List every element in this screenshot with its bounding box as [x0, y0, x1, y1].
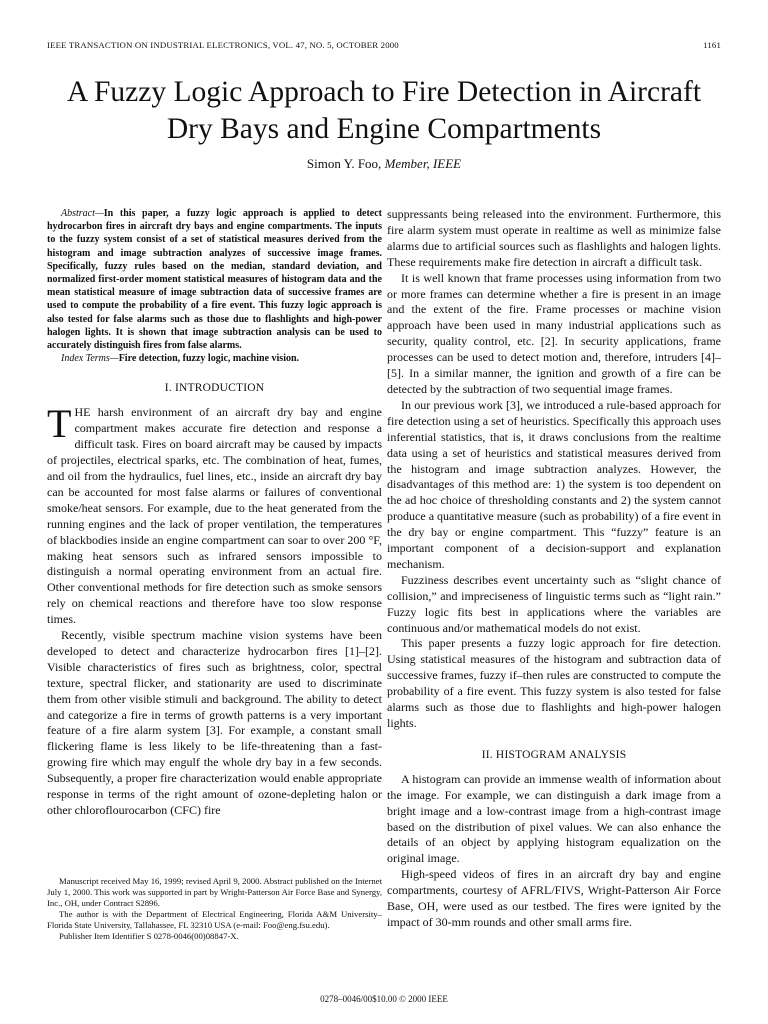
- histogram-paragraph-1: A histogram can provide an immense wealth of information about the image. For example, we can distinguish a dark image from a bright image and a low-contrast image from a high-contrast image based on the distribution of pixel values. We can also enhance the details of an object by applying histogram equalization on the original image.: [387, 771, 721, 866]
- running-header: [47, 40, 721, 50]
- intro-paragraph-2: Recently, visible spectrum machine vision systems have been developed to detect and characterize hydrocarbon fires [1]–[2]. Visible characteristics of fires such as brightness, color, spectral texture, spectral flicker, and stationarity are used to discriminate them from other visible stimuli and background. The ability to detect and categorize a fire in terms of growth patterns is a very important feature of a fire alarm system [3]. For example, a constant small flickering flame is less likely to be life-threatening than a fast-growing fire which may engulf the whole dry bay in a few seconds. Subsequently, a proper fire characterization would enable appropriate response in terms of the right amount of ozone-depleting halon or other chloroflourocarbon (CFC) fire: [47, 628, 382, 817]
- copyright-footer: 0278–0046/00$10.00 © 2000 IEEE: [320, 994, 448, 1004]
- author-line: [0, 156, 768, 172]
- intro-p1-text: harsh environment of an aircraft dry bay and engine compartment makes accurate fire detection and response a difficult task. Fires on board aircraft may be caused by impacts of projectiles, electrical sparks, etc. The combination of heat, fumes, and oil from the hydraulics, fuel lines, etc., inside an aircraft dry bay can be accounted for most false alarms or failures of conventional smoke/heat sensors. For example, due to the heat generated from the running engines and the lack of proper ventilation, the temperatures of blackbodies inside an engine compartment can soar to over 200 °F, making heat sensors such as infrared sensors impossible to distinguish a normal operating environment from an actual fire. Other conventional methods for fire detection such as smoke sensors rely on chemical reactions and therefore have too slow response times.: [47, 405, 382, 627]
- index-terms: [47, 352, 382, 365]
- histogram-paragraph-2: High-speed videos of fires in an aircraft dry bay and engine compartments, courtesy of AFRL/FIVS, Wright-Patterson Air Force Base, OH, were used as our testbed. The fires were ignited by the impact of 30-mm rounds and other small arms fire.: [387, 867, 721, 929]
- section-heading-introduction: [47, 381, 382, 397]
- section-numeral: I.: [164, 382, 172, 395]
- author-affiliation: Member, IEEE: [384, 156, 462, 171]
- right-paragraph-3: In our previous work [3], we introduced a rule-based approach for fire detection using a set of heuristics. Specifically this approach uses inferential statistics, that is, it draws conclusions from the realtime data using a set of heuristics and statistical measures derived from the histogram and image subtraction analyzes. However, the disadvantages of this method are: 1) the system is too dependent on the ad hoc choice of thresholding constants and 2) the system cannot produce a quantitative measure (such as probability) of a fire event in the dry bay or engine compartment. This “fuzzy” feature is an important component of a decision-support and explanation mechanism.: [387, 397, 721, 571]
- right-column: [387, 207, 721, 931]
- index-terms-text: Fire detection, fuzzy logic, machine vision.: [118, 353, 300, 365]
- intro-paragraph-1: [47, 401, 382, 628]
- section-title: INTRODUCTION: [174, 382, 265, 395]
- right-paragraph-2: It is well known that frame processes using information from two or more frames can determine whether a fire is present in an image and the extent of the fire. Frame processes or machine vision approach have been used in many industrial applications such as security, quality control, etc. [2]. In security applications, frame processes can be used to detect motion and, therefore, intruders [4]–[5]. In a similar manner, the ignition and growth of a fire can be detected by the subtraction of two sequential image frames.: [387, 270, 721, 396]
- paper-title: [20, 74, 748, 148]
- title-line-2: Dry Bays and Engine Compartments: [166, 113, 602, 145]
- footnote-manuscript: Manuscript received May 16, 1999; revised April 9, 2000. Abstract published on the Internet July 1, 2000. This work was supported in part by Wright-Patterson Air Force Base and Synergy, Inc., OH, under Contract S2896.: [47, 876, 382, 908]
- index-terms-label: Index Terms—: [61, 353, 119, 365]
- right-paragraph-1: suppressants being released into the environment. Furthermore, this fire alarm system must operate in realtime as well as minimize false alarms due to artificial sources such as flashlights and halogen lights. These requirements make fire detection in aircraft a difficult task.: [387, 207, 721, 269]
- right-paragraph-5: This paper presents a fuzzy logic approach for fire detection. Using statistical measures of the histogram and subtraction data of successive frames, fuzzy if–then rules are constructed to compute the probability of a fire event. This fuzzy system is also tested for false alarms such as those due to flashlights and high-power halogen lights.: [387, 636, 721, 730]
- abstract: [47, 207, 382, 352]
- title-line-1: A Fuzzy Logic Approach to Fire Detection in Aircraft: [66, 76, 702, 108]
- section-title: HISTOGRAM ANALYSIS: [495, 748, 627, 761]
- footnote-identifier: Publisher Item Identifier S 0278-0046(00)08847-X.: [59, 931, 239, 941]
- page-number: 1161: [703, 40, 721, 50]
- journal-name: IEEE TRANSACTION ON INDUSTRIAL ELECTRONICS, VOL. 47, NO. 5, OCTOBER 2000: [47, 40, 399, 50]
- right-paragraph-4: Fuzziness describes event uncertainty such as “slight chance of collision,” and impreciseness of linguistic terms such as “light rain.” Fuzzy logic fits best in applications where the variables are continuous and/or mathematical models do not exist.: [387, 572, 721, 635]
- footnotes: [47, 876, 382, 942]
- section-numeral: II.: [481, 748, 493, 761]
- abstract-label: Abstract—: [61, 208, 104, 219]
- drop-cap: T: [47, 401, 72, 447]
- section-heading-histogram: [387, 748, 721, 764]
- author-name: Simon Y. Foo,: [306, 156, 382, 171]
- left-column: [47, 207, 382, 819]
- abstract-text: In this paper, a fuzzy logic approach is applied to detect hydrocarbon fires in aircraft dry bays and engine compartments. The inputs to the fuzzy system consist of a set of statistical measures derived from the histogram and image subtraction analyzes of successive image frames. Specifically, fuzzy rules based on the median, standard deviation, and normalized first-order moment statistical measures of histogram data and the mean statistical measure of image subtraction data of successive frames are used to compute the probability of a fire event. This fuzzy logic approach is also tested for false alarms such as those due to flashlights and high-power halogen lights. It is shown that image subtraction analysis can be used to accurately distinguish fires from false alarms.: [47, 208, 382, 352]
- footnote-author: The author is with the Department of Electrical Engineering, Florida A&M University–Florida State University, Tallahassee, FL 32310 USA (e-mail: Foo@eng.fsu.edu).: [47, 909, 382, 930]
- lead-caps: HE: [74, 405, 91, 420]
